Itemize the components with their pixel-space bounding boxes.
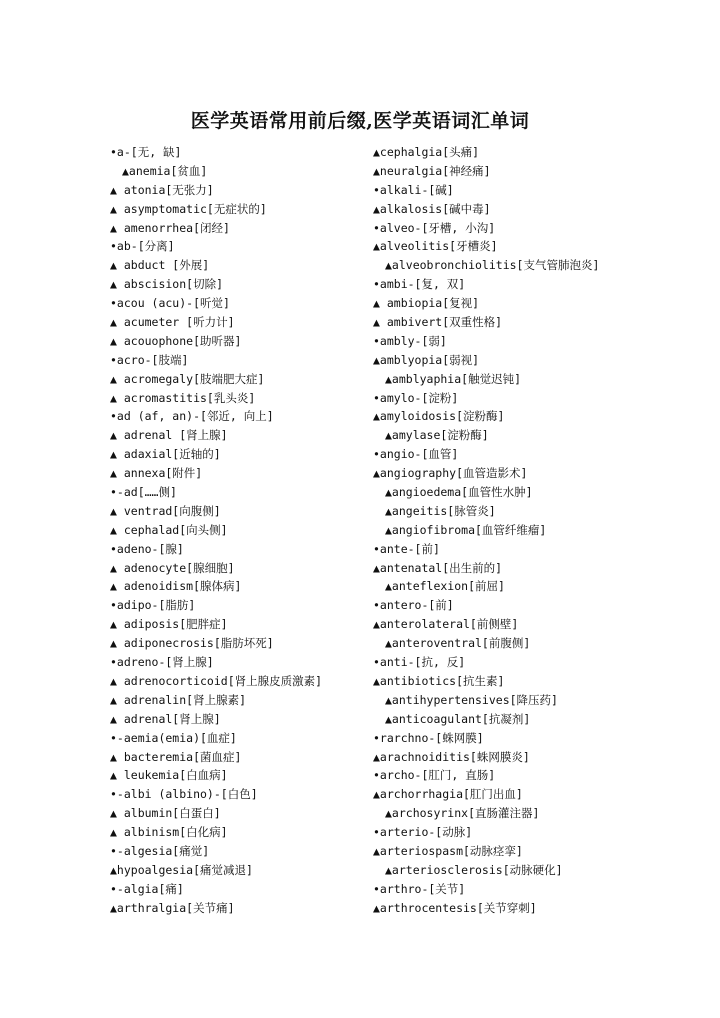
term-entry: ▲arthralgia[关节痛] bbox=[110, 900, 235, 915]
term-entry: ▲ annexa[附件] bbox=[110, 466, 203, 481]
prefix-entry: •angio-[血管] bbox=[373, 447, 459, 462]
term-entry: ▲ acouophone[助听器] bbox=[110, 333, 242, 348]
term-entry: ▲ adaxial[近轴的] bbox=[110, 447, 221, 462]
term-entry: ▲ abscision[切除] bbox=[110, 277, 224, 292]
prefix-entry: •ab-[分离] bbox=[110, 239, 175, 254]
prefix-entry: •arthro-[关节] bbox=[373, 881, 466, 896]
prefix-entry: •acou (acu)-[听觉] bbox=[110, 296, 230, 311]
page-title: 医学英语常用前后缀,医学英语词汇单词 bbox=[190, 110, 530, 132]
prefix-entry: •arterio-[动脉] bbox=[373, 825, 473, 840]
prefix-entry: •adreno-[肾上腺] bbox=[110, 655, 214, 670]
prefix-entry: •a-[无, 缺] bbox=[110, 145, 182, 159]
term-entry: ▲anticoagulant[抗凝剂] bbox=[385, 711, 531, 726]
prefix-entry: •-albi (albino)-[白色] bbox=[110, 787, 258, 802]
term-entry: ▲arteriosclerosis[动脉硬化] bbox=[385, 862, 563, 877]
term-entry: ▲ adrenal[肾上腺] bbox=[110, 711, 221, 726]
term-entry: ▲alveolitis[牙槽炎] bbox=[373, 239, 498, 254]
term-entry: ▲ albinism[白化病] bbox=[110, 825, 228, 840]
prefix-entry: •archo-[肛门, 直肠] bbox=[373, 768, 496, 783]
term-entry: ▲ adiponecrosis[脂肪坏死] bbox=[110, 636, 274, 651]
term-entry: ▲ ventrad[向腹侧] bbox=[110, 503, 221, 518]
term-entry: ▲hypoalgesia[痛觉减退] bbox=[110, 862, 253, 877]
term-entry: ▲antenatal[出生前的] bbox=[373, 560, 503, 575]
term-entry: ▲amblyaphia[触觉迟钝] bbox=[385, 371, 522, 386]
term-entry: ▲antihypertensives[降压药] bbox=[385, 692, 558, 707]
prefix-entry: •-aemia(emia)[血症] bbox=[110, 730, 237, 745]
term-entry: ▲ abduct [外展] bbox=[110, 258, 210, 273]
prefix-entry: •amylo-[淀粉] bbox=[373, 390, 459, 405]
term-entry: ▲arteriospasm[动脉痉挛] bbox=[373, 843, 523, 858]
term-entry: ▲angeitis[脉管炎] bbox=[385, 503, 496, 518]
term-entry: ▲ asymptomatic[无症状的] bbox=[110, 201, 267, 216]
term-entry: ▲ adiposis[肥胖症] bbox=[110, 617, 228, 632]
term-entry: ▲ acromegaly[肢端肥大症] bbox=[110, 371, 265, 386]
term-entry: ▲ adrenocorticoid[肾上腺皮质激素] bbox=[110, 673, 323, 688]
term-entry: ▲ ambivert[双重性格] bbox=[373, 315, 503, 330]
term-entry: ▲ adenocyte[腺细胞] bbox=[110, 560, 235, 575]
prefix-entry: •adipo-[脂肪] bbox=[110, 598, 196, 613]
term-entry: ▲neuralgia[神经痛] bbox=[373, 163, 491, 178]
term-entry: ▲angiofibroma[血管纤维瘤] bbox=[385, 522, 547, 537]
term-entry: ▲anteroventral[前腹侧] bbox=[385, 636, 531, 651]
prefix-entry: •-algia[痛] bbox=[110, 881, 184, 896]
prefix-entry: •acro-[肢端] bbox=[110, 352, 189, 367]
prefix-entry: •alveo-[牙槽, 小沟] bbox=[373, 220, 496, 235]
term-entry: ▲ acromastitis[乳头炎] bbox=[110, 390, 256, 405]
term-entry: ▲cephalgia[头痛] bbox=[373, 145, 480, 159]
term-entry: ▲ adenoidism[腺体病] bbox=[110, 579, 242, 594]
prefix-entry: •-algesia[痛觉] bbox=[110, 843, 210, 858]
term-entry: ▲alveobronchiolitis[支气管肺泡炎] bbox=[385, 258, 600, 273]
term-entry: ▲archosyrinx[直肠灌注器] bbox=[385, 806, 540, 821]
right-column bbox=[373, 143, 673, 918]
term-entry: ▲ acumeter [听力计] bbox=[110, 315, 235, 330]
term-entry: ▲amblyopia[弱视] bbox=[373, 352, 480, 367]
term-entry: ▲ amenorrhea[闭经] bbox=[110, 220, 230, 235]
term-entry: ▲amyloidosis[淀粉酶] bbox=[373, 409, 505, 424]
prefix-entry: •antero-[前] bbox=[373, 598, 454, 613]
term-entry: ▲amylase[淀粉酶] bbox=[385, 428, 489, 443]
prefix-entry: •adeno-[腺] bbox=[110, 541, 184, 556]
term-entry: ▲anterolateral[前侧壁] bbox=[373, 617, 519, 632]
left-column bbox=[110, 143, 365, 918]
term-entry: ▲ leukemia[白血病] bbox=[110, 768, 228, 783]
term-entry: ▲angioedema[血管性水肿] bbox=[385, 485, 533, 500]
term-entry: ▲anemia[贫血] bbox=[122, 163, 208, 178]
term-entry: ▲angiography[血管造影术] bbox=[373, 466, 528, 481]
prefix-entry: •-ad[……侧] bbox=[110, 485, 177, 500]
prefix-entry: •rarchno-[蛛网膜] bbox=[373, 730, 484, 745]
prefix-entry: •ambi-[复, 双] bbox=[373, 277, 466, 292]
term-entry: ▲antibiotics[抗生素] bbox=[373, 673, 505, 688]
prefix-entry: •alkali-[碱] bbox=[373, 182, 454, 197]
term-entry: ▲ cephalad[向头侧] bbox=[110, 522, 228, 537]
term-entry: ▲alkalosis[碱中毒] bbox=[373, 201, 491, 216]
term-entry: ▲arthrocentesis[关节穿刺] bbox=[373, 900, 537, 915]
term-entry: ▲ bacteremia[菌血症] bbox=[110, 749, 242, 764]
term-entry: ▲anteflexion[前屈] bbox=[385, 579, 505, 594]
term-entry: ▲ adrenalin[肾上腺素] bbox=[110, 692, 247, 707]
prefix-entry: •ante-[前] bbox=[373, 541, 440, 556]
term-entry: ▲ ambiopia[复视] bbox=[373, 296, 480, 311]
term-entry: ▲ albumin[白蛋白] bbox=[110, 806, 221, 821]
prefix-entry: •anti-[抗, 反] bbox=[373, 655, 466, 670]
term-entry: ▲ atonia[无张力] bbox=[110, 182, 214, 197]
prefix-entry: •ad (af, an)-[邻近, 向上] bbox=[110, 409, 274, 424]
prefix-entry: •ambly-[弱] bbox=[373, 333, 447, 348]
term-entry: ▲archorrhagia[肛门出血] bbox=[373, 787, 523, 802]
term-entry: ▲ adrenal [肾上腺] bbox=[110, 428, 228, 443]
term-entry: ▲arachnoiditis[蛛网膜炎] bbox=[373, 749, 530, 764]
